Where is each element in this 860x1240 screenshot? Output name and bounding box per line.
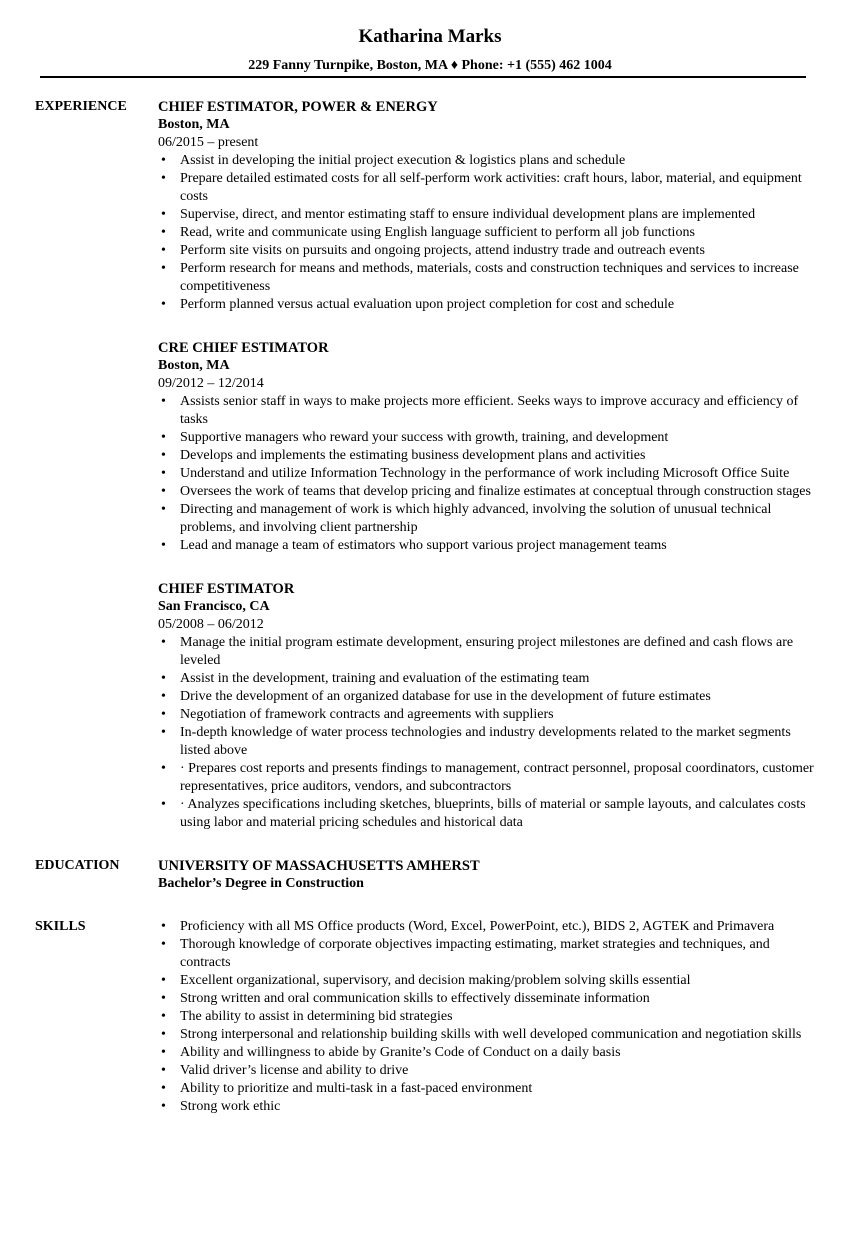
bullet-item: • Understand and utilize Information Technology in the performance of work including Microsoft Office Suite xyxy=(158,465,820,483)
bullet-item: • Assist in the development, training and evaluation of the estimating team xyxy=(158,670,820,688)
bullet-item: • Negotiation of framework contracts and agreements with suppliers xyxy=(158,706,820,724)
section-label-experience: EXPERIENCE xyxy=(35,99,127,114)
bullet-item: • Assist in developing the initial project execution & logistics plans and schedule xyxy=(158,152,820,170)
skill-item: • Proficiency with all MS Office products (Word, Excel, PowerPoint, etc.), BIDS 2, AGTEK and Primavera xyxy=(158,918,820,936)
job-entry xyxy=(158,580,820,832)
candidate-name: Katharina Marks xyxy=(358,26,502,47)
bullet-item: • Read, write and communicate using English language sufficient to perform all job functions xyxy=(158,224,820,242)
bullet-item: • Prepare detailed estimated costs for all self-perform work activities: craft hours, labor, material, and equipment costs xyxy=(158,170,820,206)
education-section xyxy=(35,857,820,893)
skill-item: • Strong written and oral communication skills to effectively disseminate information xyxy=(158,990,820,1008)
bullet-item: • Manage the initial program estimate development, ensuring project milestones are defined and cash flows are leveled xyxy=(158,634,820,670)
bullet-item: • Oversees the work of teams that develop pricing and finalize estimates at conceptual through construction stages xyxy=(158,483,820,501)
skill-item: • Thorough knowledge of corporate objectives impacting estimating, market strategies and techniques, and contracts xyxy=(158,936,820,972)
contact-line: 229 Fanny Turnpike, Boston, MA ♦ Phone: +1 (555) 462 1004 xyxy=(248,58,612,73)
education-school: UNIVERSITY OF MASSACHUSETTS AMHERST xyxy=(158,858,480,874)
skills-list xyxy=(158,918,820,1116)
resume-content xyxy=(35,98,820,1116)
skill-item: • Strong work ethic xyxy=(158,1098,820,1116)
skills-body xyxy=(158,918,820,1116)
header-divider xyxy=(40,76,806,78)
skills-section xyxy=(35,918,820,1116)
skill-item: • Excellent organizational, supervisory, and decision making/problem solving skills essential xyxy=(158,972,820,990)
skill-item: • Valid driver’s license and ability to drive xyxy=(158,1062,820,1080)
job-dates: 09/2012 – 12/2014 xyxy=(158,376,264,391)
job-bullets xyxy=(158,152,820,314)
experience-section xyxy=(35,98,820,857)
job-title: CRE CHIEF ESTIMATOR xyxy=(158,340,329,356)
job-title: CHIEF ESTIMATOR, POWER & ENERGY xyxy=(158,99,438,115)
skill-item: • The ability to assist in determining bid strategies xyxy=(158,1008,820,1026)
resume-header xyxy=(0,0,860,75)
job-location: Boston, MA xyxy=(158,117,230,132)
job-bullets xyxy=(158,634,820,832)
section-label-skills: SKILLS xyxy=(35,919,86,934)
section-label-education: EDUCATION xyxy=(35,858,120,873)
bullet-item: • · Prepares cost reports and presents findings to management, contract personnel, proposal coordinators, customer representatives, price auditors, vendors, and subcontractors xyxy=(158,760,820,796)
bullet-item: • Lead and manage a team of estimators who support various project management teams xyxy=(158,537,820,555)
bullet-item: • Perform research for means and methods, materials, costs and construction techniques and services to increase competitiveness xyxy=(158,260,820,296)
bullet-item: • Develops and implements the estimating business development plans and activities xyxy=(158,447,820,465)
bullet-item: • Drive the development of an organized database for use in the development of future estimates xyxy=(158,688,820,706)
job-location: San Francisco, CA xyxy=(158,599,270,614)
experience-jobs xyxy=(158,98,820,857)
skill-item: • Ability and willingness to abide by Granite’s Code of Conduct on a daily basis xyxy=(158,1044,820,1062)
job-dates: 05/2008 – 06/2012 xyxy=(158,617,264,632)
education-body xyxy=(158,857,820,893)
bullet-item: • · Analyzes specifications including sketches, blueprints, bills of material or sample layouts, and calculates costs using labor and material pricing schedules and historical data xyxy=(158,796,820,832)
job-title: CHIEF ESTIMATOR xyxy=(158,581,295,597)
education-degree: Bachelor’s Degree in Construction xyxy=(158,876,364,891)
bullet-item: • Directing and management of work is which highly advanced, involving the solution of unusual technical problems, and involving client partnership xyxy=(158,501,820,537)
bullet-item: • Supervise, direct, and mentor estimating staff to ensure individual development plans are implemented xyxy=(158,206,820,224)
bullet-item: • In-depth knowledge of water process technologies and industry developments related to the market segments listed above xyxy=(158,724,820,760)
skill-item: • Strong interpersonal and relationship building skills with well developed communication and negotiation skills xyxy=(158,1026,820,1044)
bullet-item: • Perform site visits on pursuits and ongoing projects, attend industry trade and outreach events xyxy=(158,242,820,260)
job-entry xyxy=(158,98,820,314)
skill-item: • Ability to prioritize and multi-task in a fast-paced environment xyxy=(158,1080,820,1098)
bullet-item: • Supportive managers who reward your success with growth, training, and development xyxy=(158,429,820,447)
job-entry xyxy=(158,339,820,555)
bullet-item: • Perform planned versus actual evaluation upon project completion for cost and schedule xyxy=(158,296,820,314)
job-bullets xyxy=(158,393,820,555)
bullet-item: • Assists senior staff in ways to make projects more efficient. Seeks ways to improve accuracy and efficiency of tasks xyxy=(158,393,820,429)
job-dates: 06/2015 – present xyxy=(158,135,259,150)
job-location: Boston, MA xyxy=(158,358,230,373)
